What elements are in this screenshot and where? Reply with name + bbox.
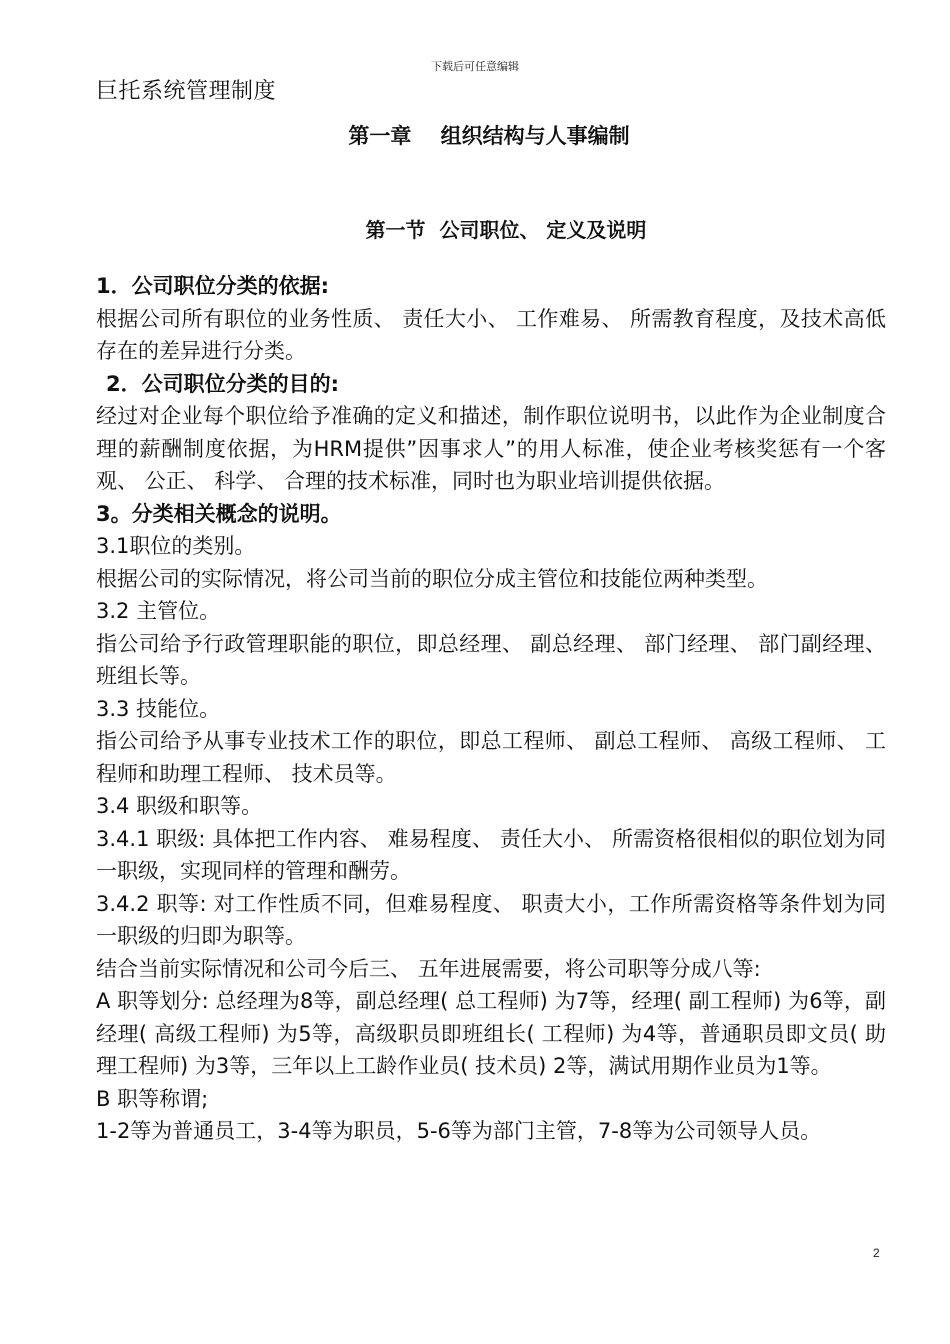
subheading-concepts: 3。分类相关概念的说明。 <box>96 501 342 526</box>
grade-intro-text: 结合当前实际情况和公司今后三、 五年进展需要，将公司职等分成八等: <box>96 956 761 981</box>
paragraph-classification-purpose: 经过对企业每个职位给予准确的定义和描述，制作职位说明书，以此作为企业制度合理的薪酬制度依据，为HRM提供”因事求人”的用人标准，使企业考核奖惩有一个客观、 公正、 科学、 合理的技术标准，同时也为职业培训提供依据。 <box>96 404 886 493</box>
grade-division-text: A 职等划分: 总经理为8等，副总经理( 总工程师) 为7等，经理( 副工程师) 为6等，副经理( 高级工程师) 为5等，高级职员即班组长( 工程师) 为4等，普通职员即文员( 助理工程师) 为3等，三年以上工龄作业员( 技术员) 2等，满试用期作业员为1等。 <box>96 989 886 1078</box>
item-3-2-text: 指公司给予行政管理职能的职位，即总经理、 副总经理、 部门经理、 部门副经理、 班组长等。 <box>96 631 886 688</box>
item-3-3-text: 指公司给予从事专业技术工作的职位，即总工程师、 副总工程师、 高级工程师、 工程师和助理工程师、 技术员等。 <box>96 729 886 786</box>
section-heading: 第一节 公司职位、 定义及说明 <box>365 218 647 242</box>
page-number: 2 <box>873 1246 880 1260</box>
subheading-classification-basis: 1．公司职位分类的依据: <box>96 274 330 298</box>
paragraph-classification-basis: 根据公司所有职位的业务性质、 责任大小、 工作难易、 所需教育程度，及技术高低存在的差异进行分类。 <box>96 306 886 363</box>
item-3-4-1-text: 3.4.1 职级: 具体把工作内容、 难易程度、 责任大小、 所需资格很相似的职位划为同一职级，实现同样的管理和酬劳。 <box>96 826 886 883</box>
item-3-4-2-text: 3.4.2 职等: 对工作性质不同，但难易程度、 职责大小，工作所需资格等条件划为同一职级的归即为职等。 <box>96 891 886 948</box>
body-text <box>96 270 886 1148</box>
item-3-3-heading: 3.3 技能位。 <box>96 696 221 721</box>
item-3-1-text: 根据公司的实际情况，将公司当前的职位分成主管位和技能位两种类型。 <box>96 566 768 591</box>
grade-title-heading: B 职等称谓; <box>96 1086 209 1111</box>
chapter-heading: 第一章 组织结构与人事编制 <box>348 124 630 148</box>
item-3-1-heading: 3.1职位的类别。 <box>96 534 256 558</box>
grade-title-text: 1-2等为普通员工，3-4等为职员，5-6等为部门主管，7-8等为公司领导人员。 <box>96 1119 822 1143</box>
document-title: 巨托系统管理制度 <box>96 79 277 104</box>
header-note: 下载后可任意编辑 <box>431 60 519 73</box>
item-3-4-heading: 3.4 职级和职等。 <box>96 794 263 818</box>
subheading-classification-purpose: 2．公司职位分类的目的: <box>106 371 340 396</box>
item-3-2-heading: 3.2 主管位。 <box>96 599 221 623</box>
